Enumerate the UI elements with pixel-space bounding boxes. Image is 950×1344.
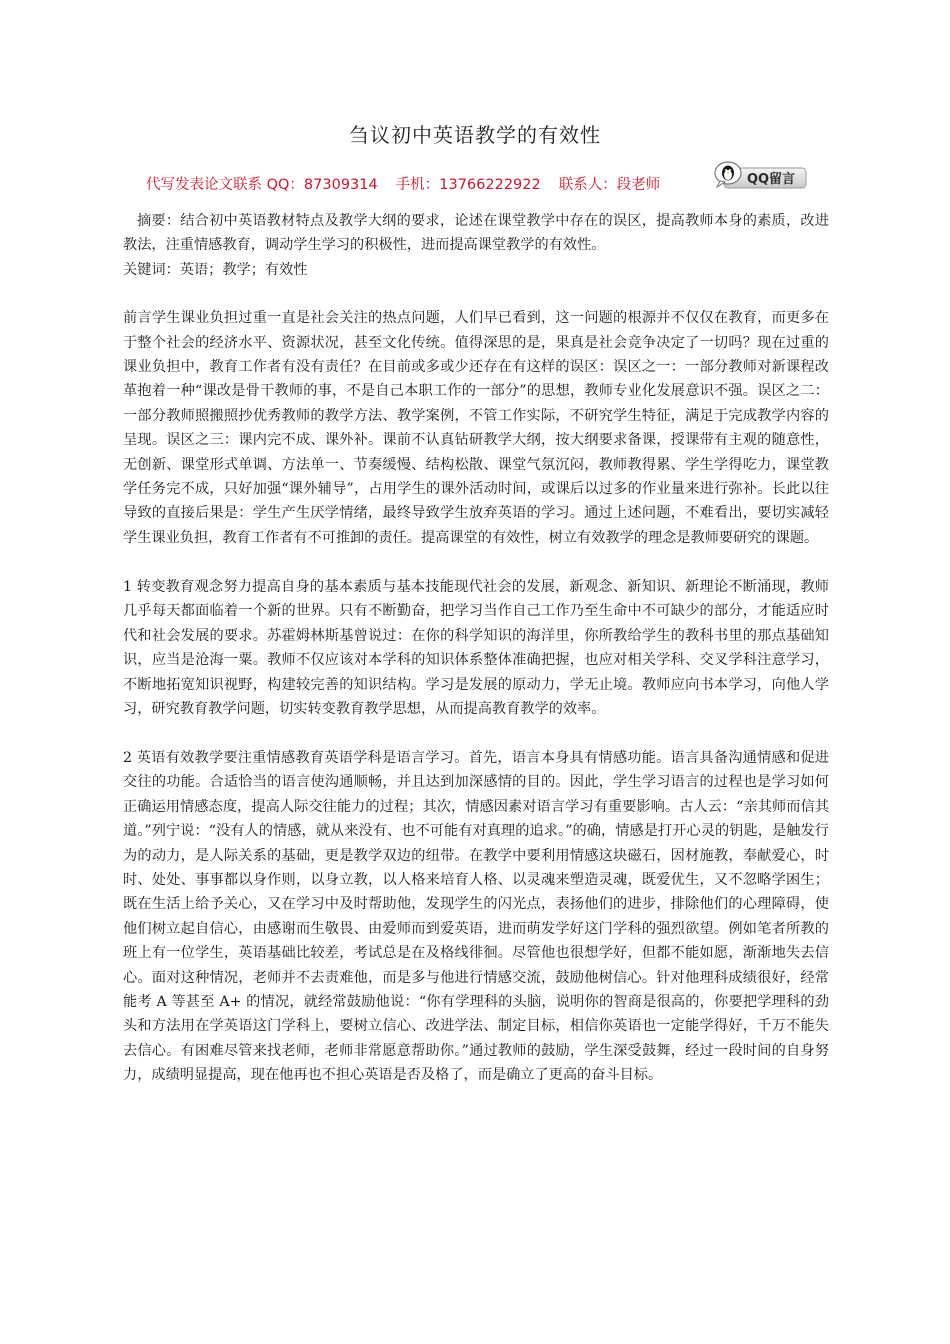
- abstract: 摘要：结合初中英语教材特点及教学大纲的要求，论述在课堂教学中存在的误区，提高教师本身的素质，改进教法，注重情感教育，调动学生学习的积极性，进而提高课堂教学的有效性。: [123, 213, 829, 254]
- document-body: [123, 209, 829, 1112]
- contact-phone: 手机：13766222922: [395, 177, 541, 193]
- paragraph-intro: 前言学生课业负担过重一直是社会关注的热点问题，人们早已看到，这一问题的根源并不仅仅在教育，而更多在于整个社会的经济水平、资源状况，甚至文化传统。值得深思的是，果真是社会竞争决定了一切吗？现在过重的课业负担中，教育工作者有没有责任？在目前或多或少还存在有这样的误区：误区之一：一部分教师对新课程改革抱着一种“课改是骨干教师的事，不是自己本职工作的一部分”的思想，教师专业化发展意识不强。误区之二：一部分教师照搬照抄优秀教师的教学方法、教学案例，不管工作实际，不研究学生特征，满足于完成教学内容的呈现。误区之三：课内完不成、课外补。课前不认真钻研教学大纲，按大纲要求备课，授课带有主观的随意性，无创新、课堂形式单调、方法单一、节奏缓慢、结构松散、课堂气氛沉闷，教师教得累、学生学得吃力，课堂教学任务完不成，只好加强“课外辅导”，占用学生的课外活动时间，或课后以过多的作业量来进行弥补。长此以往导致的直接后果是：学生产生厌学情绪，最终导致学生放弃英语的学习。通过上述问题，不难看出，要切实减轻学生课业负担，教育工作者有不可推卸的责任。提高课堂的有效性，树立有效教学的理念是教师要研究的课题。: [123, 310, 829, 546]
- contact-qq: 代写发表论文联系 QQ：87309314: [146, 177, 378, 193]
- paragraph-section-1: 1 转变教育观念努力提高自身的基本素质与基本技能现代社会的发展，新观念、新知识、新理论不断涌现，教师几乎每天都面临着一个新的世界。只有不断勤奋，把学习当作自己工作乃至生命中不可缺少的部分，才能适应时代和社会发展的要求。苏霍姆林斯基曾说过：在你的科学知识的海洋里，你所教给学生的教科书里的那点基础知识，应当是沧海一粟。教师不仅应该对本学科的知识体系整体准确把握，也应对相关学科、交叉学科注意学习，不断地拓宽知识视野，构建较完善的知识结构。学习是发展的原动力，学无止境。教师应向书本学习，向他人学习，研究教育教学问题，切实转变教育教学思想，从而提高教育教学的效率。: [123, 578, 829, 717]
- qq-message-label: QQ留言: [746, 172, 796, 187]
- contact-line: [146, 172, 706, 198]
- qq-message-button[interactable]: [712, 160, 808, 190]
- document-title: 刍议初中英语教学的有效性: [349, 123, 601, 147]
- keywords: 关键词：英语；教学；有效性: [123, 261, 308, 278]
- qq-message-icon: [712, 160, 808, 190]
- paragraph-section-2: 2 英语有效教学要注重情感教育英语学科是语言学习。首先，语言本身具有情感功能。语言具备沟通情感和促进交往的功能。合适恰当的语言使沟通顺畅，并且达到加深感情的目的。因此，学生学习语言的过程也是学习如何正确运用情感态度，提高人际交往能力的过程；其次，情感因素对语言学习有重要影响。古人云：“亲其师而信其道。”列宁说：“没有人的情感，就从来没有、也不可能有对真理的追求。”的确，情感是打开心灵的钥匙，是触发行为的动力，是人际关系的基础，更是教学双边的纽带。在教学中要利用情感这块磁石，因材施教，奉献爱心，时时、处处、事事都以身作则，以身立教，以人格来培育人格、以灵魂来塑造灵魂，既爱优生，又不忽略学困生；既在生活上给予关心，又在学习中及时帮助他，发现学生的闪光点，表扬他们的进步，排除他们的心理障碍，使他们树立起自信心，由感谢而生敬畏、由爱师而到爱英语，进而萌发学好这门学科的强烈欲望。例如笔者所教的班上有一位学生，英语基础比较差，考试总是在及格线徘徊。尽管他也很想学好，但都不能如愿，渐渐地失去信心。面对这种情况，老师并不去责难他，而是多与他进行情感交流，鼓励他树信心。针对他理科成绩很好，经常能考 A 等甚至 A+ 的情况，就经常鼓励他说：“你有学理科的头脑，说明你的智商是很高的，你要把学理科的劲头和方法用在学英语这门学科上，要树立信心、改进学法、制定目标，相信你英语也一定能学得好，千万不能失去信心。有困难尽管来找老师，老师非常愿意帮助你。”通过教师的鼓励，学生深受鼓舞，经过一段时间的自身努力，成绩明显提高，现在他再也不担心英语是否及格了，而是确立了更高的奋斗目标。: [123, 749, 829, 1084]
- contact-person: 联系人：段老师: [558, 177, 661, 193]
